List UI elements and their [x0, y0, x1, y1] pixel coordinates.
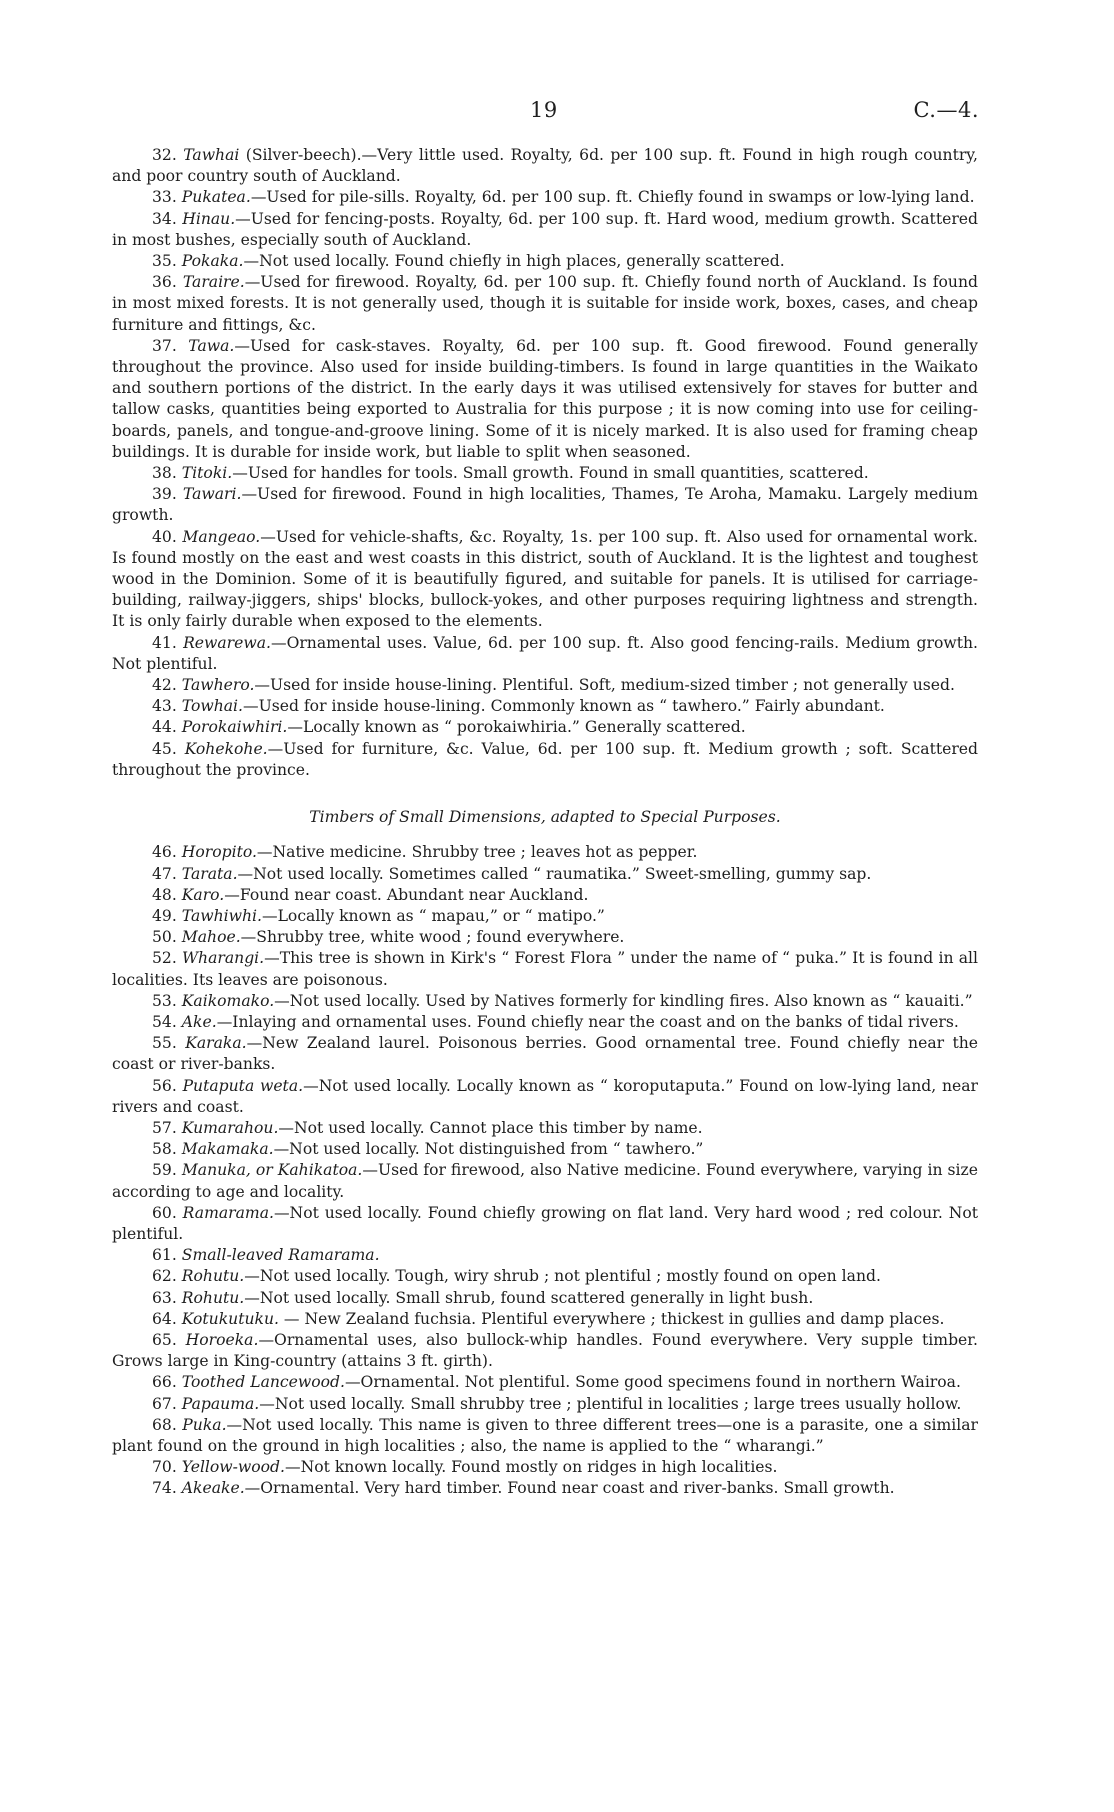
- entry-number: 64.: [152, 1309, 177, 1328]
- timber-name: Kumarahou.: [181, 1118, 279, 1137]
- entry-description: —Locally known as “ mapau,” or “ matipo.”: [261, 906, 605, 925]
- entry-number: 53.: [152, 991, 177, 1010]
- entry-description: —Not used locally. Sometimes called “ raumatika.” Sweet-smelling, gummy sap.: [237, 864, 872, 883]
- timber-entry: [112, 1160, 978, 1202]
- page-body: [112, 145, 978, 1500]
- timber-name: Pokaka.: [181, 252, 244, 271]
- timber-entry: [112, 842, 978, 863]
- entry-description: —New Zealand laurel. Poisonous berries. Good ornamental tree. Found chiefly near the coast or river-banks.: [112, 1034, 978, 1074]
- entry-number: 35.: [152, 252, 177, 271]
- entry-description: —Ornamental uses. Value, 6d. per 100 sup. ft. Also good fencing-rails. Medium growth. Not plentiful.: [112, 633, 978, 673]
- timber-entry: [112, 484, 978, 526]
- entry-number: 70.: [152, 1458, 177, 1477]
- entry-number: 67.: [152, 1394, 177, 1413]
- entry-description: —Not used locally. Small shrubby tree ; plentiful in localities ; large trees usually hollow.: [259, 1394, 962, 1413]
- entry-description: —Locally known as “ porokaiwhiria.” Generally scattered.: [287, 718, 746, 737]
- entry-number: 41.: [152, 633, 177, 652]
- timber-entry: [112, 675, 978, 696]
- timber-name: Putaputa weta.: [182, 1076, 304, 1095]
- entry-description: —Not used locally. Cannot place this timber by name.: [278, 1118, 703, 1137]
- entry-description: —Not used locally. Small shrub, found scattered generally in light bush.: [244, 1288, 814, 1307]
- entry-description: —Used for furniture, &c. Value, 6d. per 100 sup. ft. Medium growth ; soft. Scattered throughout the province.: [112, 739, 978, 779]
- entry-description: —Used for firewood. Royalty, 6d. per 100 sup. ft. Chiefly found north of Auckland. Is found in most mixed forests. It is not generally used, though it is suitable for inside work, boxes, cases, and cheap furniture and fittings, &c.: [112, 273, 979, 334]
- timber-entry: [112, 1266, 978, 1287]
- entry-description: — New Zealand fuchsia. Plentiful everywhere ; thickest in gullies and damp places.: [278, 1309, 945, 1328]
- timber-entry: [112, 1457, 978, 1478]
- entry-number: 50.: [152, 928, 177, 947]
- entry-number: 33.: [152, 188, 177, 207]
- timber-name: Tawhai: [183, 146, 240, 164]
- entry-description: —Not used locally. Used by Natives formerly for kindling fires. Also known as “ kauaiti.”: [274, 991, 973, 1010]
- timber-entry: [112, 991, 978, 1012]
- entry-description: —Used for pile-sills. Royalty, 6d. per 100 sup. ft. Chiefly found in swamps or low-lying land.: [250, 188, 975, 207]
- timber-name: Rohutu.: [181, 1288, 245, 1307]
- section-heading: Timbers of Small Dimensions, adapted to Special Purposes.: [309, 808, 781, 827]
- entry-number: 32.: [152, 146, 177, 164]
- timber-name: Kotukutuku.: [181, 1309, 279, 1328]
- entry-description: —Inlaying and ornamental uses. Found chiefly near the coast and on the banks of tidal rivers.: [216, 1012, 959, 1031]
- entry-number: 49.: [152, 906, 177, 925]
- entry-description: —Ornamental. Very hard timber. Found near coast and river-banks. Small growth.: [244, 1479, 895, 1498]
- timber-name: Wharangi.: [182, 949, 265, 968]
- entry-number: 48.: [152, 885, 177, 904]
- entry-description: —Used for inside house-lining. Commonly known as “ tawhero.” Fairly abundant.: [243, 697, 885, 716]
- timber-name: Horopito.: [181, 843, 257, 862]
- timber-name: Kohekohe.: [184, 739, 268, 758]
- entry-number: 39.: [152, 485, 177, 504]
- timber-entry: [112, 739, 978, 781]
- entry-number: 42.: [152, 676, 177, 695]
- entry-number: 45.: [152, 739, 177, 758]
- timber-entry: [112, 1478, 978, 1499]
- entry-number: 54.: [152, 1012, 177, 1031]
- entry-number: 62.: [152, 1267, 177, 1286]
- timber-name: Tawhero.: [181, 676, 255, 695]
- entry-number: 66.: [152, 1373, 177, 1392]
- entry-number: 59.: [152, 1161, 177, 1180]
- entry-number: 65.: [152, 1330, 177, 1349]
- entry-number: 43.: [152, 697, 177, 716]
- timber-entry: [112, 1012, 978, 1033]
- entry-description: —This tree is shown in Kirk's “ Forest Flora ” under the name of “ puka.” It is found in all localities. Its leaves are poisonous.: [112, 949, 978, 989]
- entry-number: 52.: [152, 949, 177, 968]
- entry-number: 61.: [152, 1246, 177, 1265]
- timber-name: Mahoe.: [181, 928, 241, 947]
- timber-name: Tawari.: [182, 485, 242, 504]
- timber-name: Towhai.: [181, 697, 243, 716]
- timber-entry: [112, 463, 978, 484]
- entry-number: 56.: [152, 1076, 177, 1095]
- timber-name: Ramarama.: [182, 1203, 274, 1222]
- entry-description: —Shrubby tree, white wood ; found everywhere.: [240, 928, 625, 947]
- small-timber-list: [112, 842, 978, 1499]
- timber-entry: [112, 145, 978, 187]
- timber-name: Mangeao.: [182, 527, 261, 546]
- timber-entry: [112, 1309, 978, 1330]
- entry-number: 46.: [152, 843, 177, 862]
- timber-name: Ake.: [181, 1012, 217, 1031]
- timber-name: Papauma.: [181, 1394, 260, 1413]
- timber-name: Hinau.: [182, 209, 236, 228]
- entry-number: 37.: [152, 336, 177, 355]
- entry-number: 68.: [152, 1415, 177, 1434]
- timber-entry: [112, 209, 978, 251]
- timber-name: Manuka, or Kahikatoa.: [181, 1161, 363, 1180]
- timber-name: Rewarewa.: [183, 633, 271, 652]
- timber-entry: [112, 1076, 978, 1118]
- entry-description: —Used for inside house-lining. Plentiful. Soft, medium-sized timber ; not generally used.: [254, 676, 955, 695]
- entry-description: —Not used locally. Locally known as “ koroputaputa.” Found on low-lying land, near rivers and coast.: [112, 1076, 978, 1116]
- timber-entry: [112, 864, 978, 885]
- timber-entry: [112, 251, 978, 272]
- timber-name: Akeake.: [181, 1479, 245, 1498]
- timber-name: Taraire.: [182, 273, 245, 292]
- timber-entry: [112, 1139, 978, 1160]
- timber-entry: [112, 527, 978, 633]
- entry-number: 63.: [152, 1288, 177, 1307]
- entry-description: —Used for firewood. Found in high localities, Thames, Te Aroha, Mamaku. Largely medium growth.: [112, 485, 978, 525]
- entry-description: —Not known locally. Found mostly on ridges in high localities.: [285, 1458, 778, 1477]
- entry-number: 60.: [152, 1203, 177, 1222]
- timber-entry: [112, 1415, 978, 1457]
- entry-description: —Used for firewood, also Native medicine. Found everywhere, varying in size according to age and locality.: [112, 1161, 978, 1201]
- timber-name: Karaka.: [185, 1034, 247, 1053]
- timber-entry: [112, 906, 978, 927]
- timber-name: Small-leaved Ramarama.: [181, 1246, 380, 1265]
- document-reference: C.—4.: [913, 98, 979, 122]
- timber-entry: [112, 1394, 978, 1415]
- entry-description: —Ornamental. Not plentiful. Some good specimens found in northern Wairoa.: [344, 1373, 961, 1392]
- entry-number: 58.: [152, 1140, 177, 1159]
- entry-number: 55.: [152, 1034, 177, 1053]
- entry-description: —Not used locally. Found chiefly growing on flat land. Very hard wood ; red colour. Not plentiful.: [112, 1203, 978, 1243]
- entry-description: —Used for cask-staves. Royalty, 6d. per 100 sup. ft. Good firewood. Found generally throughout the province. Also used for inside building-timbers. Is found in large quantities in the Waikato and southern portions of the district. In the early days it was utilised extensively for staves for butter and tallow casks, quantities being exported to Australia for this purpose ; it is now coming into use for ceiling-boards, panels, and tongue-and-groove lining. Some of it is nicely marked. It is also used for framing cheap buildings. It is durable for inside work, but liable to split when seasoned.: [112, 336, 978, 461]
- entry-number: 38.: [152, 464, 177, 483]
- entry-description: (Silver-beech).—Very little used. Royalty, 6d. per 100 sup. ft. Found in high rough country, and poor country south of Auckland.: [112, 146, 978, 186]
- timber-name: Rohutu.: [181, 1267, 245, 1286]
- timber-name: Makamaka.: [181, 1140, 274, 1159]
- timber-entry: [112, 1033, 978, 1075]
- entry-number: 40.: [152, 527, 177, 546]
- timber-entry: [112, 633, 978, 675]
- timber-entry: [112, 1288, 978, 1309]
- page-number: 19: [530, 98, 558, 122]
- entry-number: 57.: [152, 1118, 177, 1137]
- timber-name: Porokaiwhiri.: [181, 718, 288, 737]
- entry-description: —Not used locally. Tough, wiry shrub ; not plentiful ; mostly found on open land.: [244, 1267, 881, 1286]
- timber-entry: [112, 187, 978, 208]
- timber-entry: [112, 927, 978, 948]
- timber-name: Puka.: [182, 1415, 227, 1434]
- entry-description: —Used for vehicle-shafts, &c. Royalty, 1s. per 100 sup. ft. Also used for ornamental work. Is found mostly on the east and west coasts in this district, south of Auckland. It is the lightest and toughest wood in the Dominion. Some of it is beautifully figured, and suitable for panels. It is utilised for carriage-building, railway-jiggers, ships' blocks, bullock-yokes, and other purposes requiring lightness and strength. It is only fairly durable when exposed to the elements.: [112, 527, 978, 631]
- entry-description: —Not used locally. This name is given to three different trees—one is a parasite, one a similar plant found on the ground in high localities ; also, the name is applied to the “ wharangi.”: [112, 1415, 978, 1455]
- timber-name: Tawhiwhi.: [181, 906, 262, 925]
- entry-number: 74.: [152, 1479, 177, 1498]
- timber-entry: [112, 1118, 978, 1139]
- timber-entry: [112, 696, 978, 717]
- timber-name: Tawa.: [188, 336, 235, 355]
- timber-entry: [112, 717, 978, 738]
- entry-description: —Ornamental uses, also bullock-whip handles. Found everywhere. Very supple timber. Grows large in King-country (attains 3 ft. girth).: [112, 1330, 978, 1371]
- timber-name: Karo.: [181, 885, 225, 904]
- timber-name: Horoeka.: [185, 1330, 259, 1349]
- entry-description: —Native medicine. Shrubby tree ; leaves hot as pepper.: [256, 843, 698, 862]
- entry-number: 36.: [152, 273, 177, 292]
- timber-entry: [112, 1372, 978, 1393]
- entry-description: —Not used locally. Found chiefly in high places, generally scattered.: [243, 252, 785, 271]
- entry-description: —Used for fencing-posts. Royalty, 6d. per 100 sup. ft. Hard wood, medium growth. Scattered in most bushes, especially south of Auckland.: [112, 209, 978, 249]
- timber-entry: [112, 336, 978, 463]
- entry-description: —Used for handles for tools. Small growth. Found in small quantities, scattered.: [232, 464, 869, 483]
- timber-name: Toothed Lancewood.: [181, 1373, 345, 1392]
- timber-entry: [112, 948, 978, 990]
- timber-list: [112, 145, 978, 781]
- timber-name: Pukatea.: [181, 188, 251, 207]
- timber-entry: [112, 1203, 978, 1245]
- entry-number: 47.: [152, 864, 177, 883]
- timber-entry: [112, 1330, 978, 1372]
- timber-entry: [112, 885, 978, 906]
- timber-name: Kaikomako.: [181, 991, 275, 1010]
- entry-number: 44.: [152, 718, 177, 737]
- timber-entry: [112, 272, 978, 336]
- entry-description: —Not used locally. Not distinguished from “ tawhero.”: [273, 1140, 704, 1159]
- timber-entry: [112, 1245, 978, 1266]
- entry-description: —Found near coast. Abundant near Auckland.: [224, 885, 589, 904]
- timber-name: Titoki.: [181, 464, 233, 483]
- timber-name: Yellow-wood.: [181, 1458, 285, 1477]
- timber-name: Tarata.: [181, 864, 238, 883]
- entry-number: 34.: [152, 209, 177, 228]
